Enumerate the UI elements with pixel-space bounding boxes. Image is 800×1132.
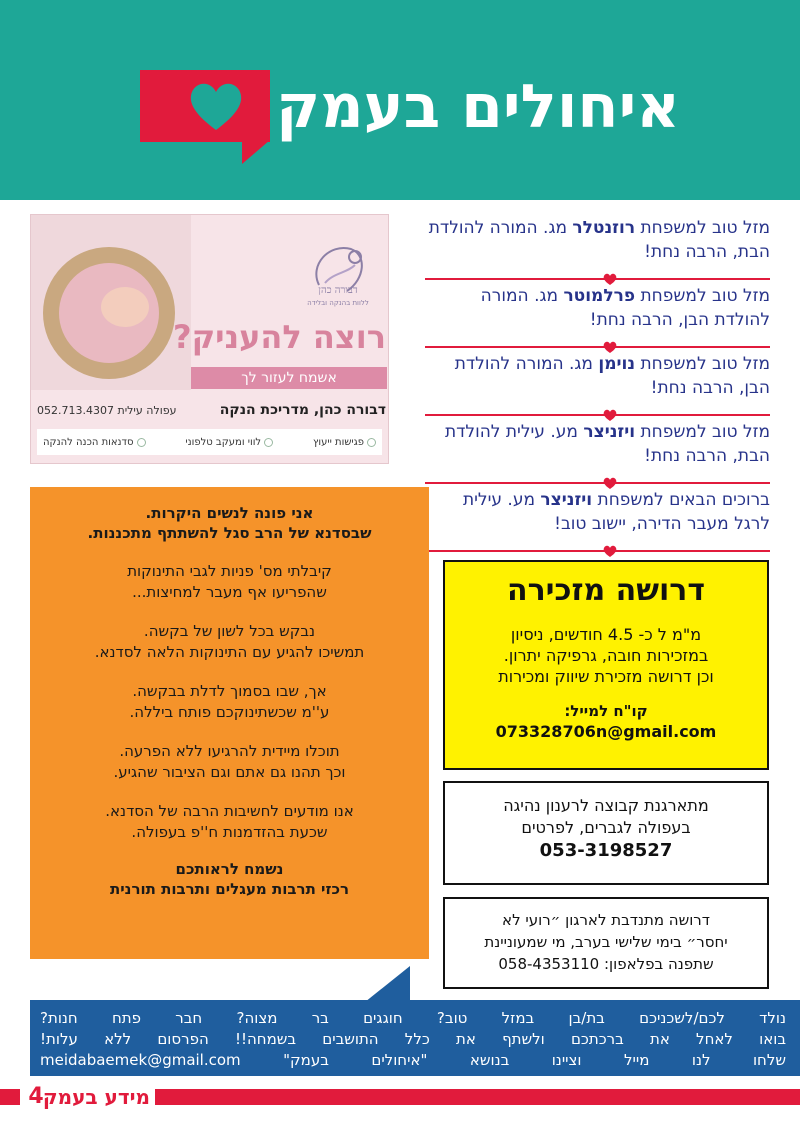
congrat-text: מזל טוב למשפחת פרלמוטר מג. המורה להולדת הבן, הרבה נחת! (480, 286, 770, 330)
contact-label: קו"ח למייל: (564, 702, 648, 720)
phone-icon (264, 438, 273, 447)
service-item: סדנאות הכנה להנקה (43, 437, 146, 448)
speech-bubble-tail (242, 140, 270, 164)
list-item (425, 212, 770, 280)
group-icon (137, 438, 146, 447)
service-item: לווי ומעקב טלפוני (185, 437, 273, 448)
banner-line: בואו לאחל את ברכתכם ולשתף את כלל התושבים בשמחה!! הפרסום ללא עלות! (40, 1030, 786, 1048)
ad-body: דרושה מתנדבת לארגון ״רועי לא יחסר״ בימי שלישי בערב, מי שמעוניינת שתפנה בפלאפון: 058-4353110 (484, 911, 728, 973)
publication-name: מידע בעמק (42, 1085, 150, 1109)
breastfeeding-ad (30, 214, 389, 464)
letter-paragraph: תוכלו מיידית להרגיעו ללא הפרעה. וכך תהנו גם אתם וגם הציבור שהגיע. (113, 742, 346, 781)
congrat-text: מזל טוב למשפחת נוימן מג. המורה להולדת הבן, הרבה נחת! (454, 354, 770, 398)
ad-subtitle: אשמח לעזור לך (191, 367, 387, 389)
family-name: ויזניצר (583, 422, 636, 442)
location: עפולה עילית (117, 404, 177, 417)
family-name: רוזנטלר (572, 218, 636, 238)
services-bar (37, 429, 382, 455)
page-title: איחולים בעמק (276, 72, 680, 142)
brand-name: דבורה כהן (318, 285, 358, 296)
heart-icon (603, 545, 617, 558)
baby-photo (31, 215, 191, 390)
phone-number: 053-3198527 (539, 840, 673, 861)
list-item (425, 484, 770, 552)
family-name: נוימן (598, 354, 636, 374)
ad-body: מ"מ ל כ- 4.5 חודשים, ניסיון במזכירות חובה, גרפיקה יתרון. וכן דרושה מזכירת שיווק ומכירות (498, 625, 714, 686)
congrat-text: מזל טוב למשפחת רוזנטלר מג. המורה להולדת הבת, הרבה נחת! (428, 218, 770, 262)
divider (425, 550, 770, 552)
letter-heading: אני פונה לנשים היקרות. שבסדנא של הרב סגל להשתתף מתכננות. (87, 504, 372, 542)
list-item (425, 416, 770, 484)
letter-paragraph: קיבלתי מס' פניות לגבי התינוקות שהפריעו אף מעבר למחיצות... (127, 562, 332, 601)
submission-banner (30, 1000, 800, 1076)
baby-shape (59, 263, 159, 363)
location-pin-icon (367, 438, 376, 447)
congrat-text: מזל טוב למשפחת ויזניצר מע. עילית להולדת הבת, הרבה נחת! (444, 422, 770, 466)
consultant-name: דבורה כהן, מדריכת הנקה (219, 402, 386, 418)
banner-line: שלחו לנו מייל וציינו בנושא "איחולים בעמק" meidabaemek@gmail.com (40, 1051, 786, 1069)
volunteer-ad (443, 897, 769, 989)
email-address: 073328706n@gmail.com (495, 722, 717, 741)
letter-paragraph: אנו מודעים לחשיבות הרבה של הסדנא. שכעת בהזדמנות ח''פ בעפולה. (105, 802, 354, 841)
heart-icon (188, 80, 244, 132)
baby-face (101, 287, 149, 327)
ad-title: דרושה מזכירה (506, 573, 706, 608)
list-item (425, 348, 770, 416)
list-item (425, 280, 770, 348)
ad-title: רוצה להעניק? (173, 318, 386, 356)
phone-number: 052.713.4307 (37, 404, 114, 417)
banner-line: נולד לכם/לשכניכם בת/בן במזל טוב? חוגגים בר מצוה? חבר פתח חנות? (40, 1009, 786, 1027)
family-name: פרלמוטר (563, 286, 636, 306)
driving-group-ad (443, 781, 769, 885)
brand-tagline: ללוות בהנקה ובלידה (307, 299, 369, 307)
letter-signature: נשמח לראותכם רכזי תרבות מעגלים ותרבות תורנית (110, 860, 349, 898)
letter-paragraph: נבקש בכל לשון של בקשה. תמשיכו להגיע עם התינוקות הלאה לסדנא. (94, 622, 365, 661)
workshop-letter (30, 487, 429, 959)
contact-line (37, 404, 187, 417)
header-banner (0, 0, 800, 200)
family-name: ויזניצר (540, 490, 593, 510)
congratulations-list (425, 212, 770, 552)
secretary-ad (443, 560, 769, 770)
service-item: פגישות ייעוץ (313, 437, 376, 448)
letter-paragraph: אך, שבו בסמוך לדלת בבקשה. ע''מ שכשתינוקכם פותח ביללה. (129, 682, 330, 721)
ad-body: מתארגנת קבוצה לרענון נהיגה בעפולה לגברים, לפרטים (503, 796, 709, 837)
congrat-text: ברוכים הבאים למשפחת ויזניצר מע. עילית לרגל מעבר הדירה, יישוב טוב! (462, 490, 770, 534)
page-number: 4 (28, 1084, 44, 1109)
